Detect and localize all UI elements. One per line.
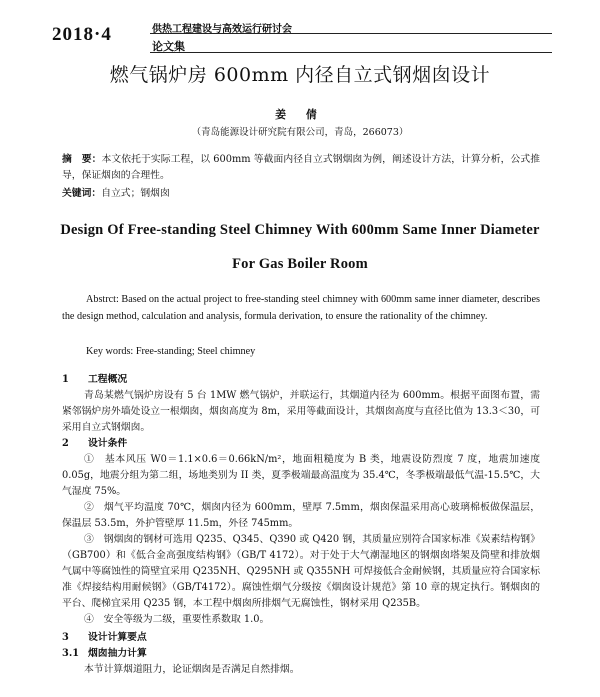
section-3-heading — [62, 630, 147, 646]
paper-title-english-line2: For Gas Boiler Room — [232, 256, 368, 272]
abstract-english — [62, 292, 540, 325]
keywords-chinese-label: 关键词： — [62, 188, 102, 199]
section-1-body: 青岛某燃气锅炉房设有 5 台 1MW 燃气锅炉，并联运行，其烟道内径为 600mm。根据平面图布置，需紧邻锅炉房外墙处设立一根烟囱，烟囱高度为 8m，采用等截面设计，其烟囱高度与直径比值为 13.3＜30，可采用自立式钢烟囱。 — [62, 390, 540, 433]
issue-date: 2018·4 — [52, 24, 112, 45]
section-number: 1 — [62, 374, 69, 385]
section-title: 烟囱抽力计算 — [88, 648, 147, 659]
section-number: 3.1 — [62, 648, 80, 659]
abstract-chinese — [62, 152, 540, 184]
header-rule-top — [150, 33, 552, 34]
author-name: 姜 倩 — [275, 108, 325, 121]
keywords-chinese — [62, 186, 540, 202]
keywords-english — [62, 344, 540, 361]
condition-item-4: ④ 安全等级为二级，重要性系数取 1.0。 — [84, 614, 270, 625]
paper-title-english-line1: Design Of Free-standing Steel Chimney With 600mm Same Inner Diameter — [60, 222, 540, 238]
condition-item-1: ① 基本风压 W0＝1.1×0.6＝0.66kN/m²，地面粗糙度为 B 类，地震设防烈度 7 度，地震加速度 0.05g，地震分组为第二组，场地类别为 II 类，夏季极端最高温度为 35.4℃，冬季极端最低气温-15.5℃，大气湿度 75%。 — [62, 454, 540, 497]
condition-item-3: ③ 钢烟囱的钢材可选用 Q235、Q345、Q390 或 Q420 钢，其质量应别符合国家标准《炭素结构钢》（GB700）和《低合金高强度结构钢》（GB/T 4172）。对于处于大气潮湿地区的钢烟囱塔架及筒壁和排放烟气属中等腐蚀性的筒壁宜采用 Q235NH、Q295NH 或 Q355NH 可焊接低合金耐候钢，其质量应符合国家标准《焊接结构用耐候钢》（GB/T4172）。腐蚀性烟气分级按《烟囱设计规范》第 10 章的规定执行。钢烟囱的平台、爬梯宜采用 Q235 钢，本工程中烟囱所排烟气无腐蚀性，钢材采用 Q235B。 — [62, 534, 540, 609]
conference-name: 供热工程建设与高效运行研讨会 — [152, 24, 292, 35]
abstract-chinese-label: 摘 要： — [62, 154, 102, 165]
condition-item-2: ② 烟气平均温度 70℃，烟囱内径为 600mm，壁厚 7.5mm，烟囱保温采用高心玻璃棉板做保温层，保温层 53.5m，外护管壁厚 11.5m，外径 745mm。 — [62, 502, 540, 529]
keywords-english-text: Free-standing; Steel chimney — [135, 346, 256, 357]
abstract-chinese-text: 本文依托于实际工程，以 600mm 等截面内径自立式钢烟囱为例，阐述设计方法，计算分析，公式推导，保证烟囱的合理性。 — [62, 154, 540, 181]
section-3-1-heading — [62, 646, 147, 662]
section-title: 工程概况 — [88, 374, 128, 385]
section-number: 2 — [62, 438, 69, 449]
header-rule-bottom — [150, 52, 552, 53]
keywords-chinese-text: 自立式；钢烟囱 — [101, 188, 170, 199]
author-affiliation: （青岛能源设计研究院有限公司，青岛，266073） — [191, 127, 409, 138]
section-title: 设计条件 — [88, 438, 128, 449]
section-3-1-body: 本节计算烟道阻力，论证烟囱是否满足自然排烟。 — [84, 664, 300, 675]
keywords-english-label: Key words: — [86, 346, 134, 357]
paper-title-chinese: 燃气锅炉房 600mm 内径自立式钢烟囱设计 — [109, 64, 491, 86]
abstract-english-label: Abstrct: — [86, 294, 119, 305]
section-number: 3 — [62, 632, 69, 643]
section-2-heading — [62, 436, 127, 452]
section-1-heading — [62, 372, 127, 388]
abstract-english-text: Based on the actual project to free-standing steel chimney with 600mm same inner diameter, describes the design method, calculation and analysis, formula derivation, to ensure the rationality of the chimney. — [62, 294, 540, 322]
section-title: 设计计算要点 — [88, 632, 147, 643]
collection-label: 论文集 — [152, 40, 185, 53]
